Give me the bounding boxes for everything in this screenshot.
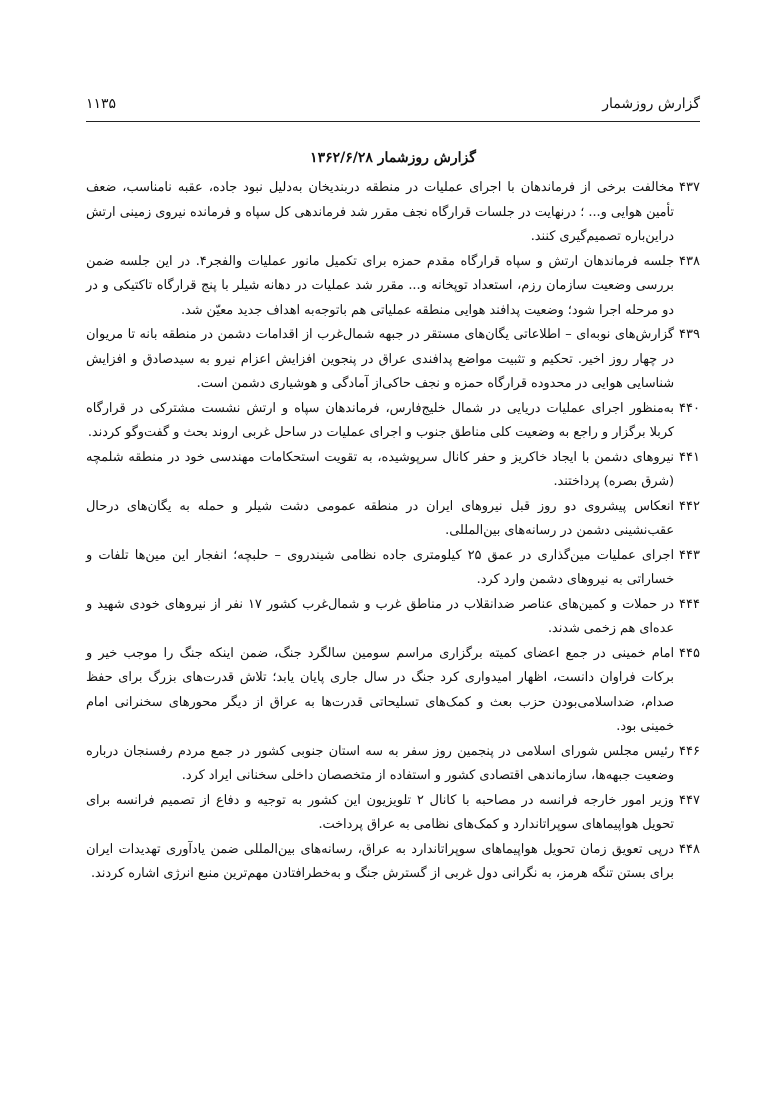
entry-number: ۴۳۹: [679, 327, 700, 342]
entry-number: ۴۴۶: [679, 743, 700, 759]
entry-437: [86, 176, 700, 250]
entry-447: [86, 789, 700, 838]
entry-text: در حملات و کمین‌های عناصر ضدانقلاب در مناطق غرب و شمال‌غرب کشور ۱۷ نفر از نیروهای خودی شهید و عده‌ای هم زخمی شدند.: [86, 596, 675, 636]
entry-text: وزیر امور خارجه فرانسه در مصاحبه با کانال ۲ تلویزیون این کشور به توجیه و دفاع از تصمیم فرانسه برای تحویل هواپیماهای سوپراتاندارد و کمک‌های نظامی به عراق پرداخت.: [86, 792, 674, 832]
entry-text: مخالفت برخی از فرماندهان با اجرای عملیات در منطقه دربندیخان به‌دلیل نبود جاده، عقبه نامناسب، ضعف تأمین هوایی و... ؛ درنهایت در جلسات قرارگاه نجف مقرر شد فرماندهی کل سپاه و فرمانده نیروی زمینی ارتش دراین‌باره تصمیم‌گیری کنند.: [86, 180, 674, 244]
entry-text: جلسه فرماندهان ارتش و سپاه قرارگاه مقدم حمزه برای تکمیل مانور عملیات والفجر۴. در این جلسه ضمن بررسی وضعیت سازمان رزم، استعداد توپخانه و... مقرر شد عملیات در دهانه شیلر با پنج قرارگاه تاکتیکی و در دو مرحله اجرا شود؛ وضعیت پدافند هوایی منطقه عملیاتی هم باتوجه‌به اهداف جدید معیّن شد.: [86, 253, 674, 318]
entry-text: امام خمینی در جمع اعضای کمیته برگزاری مراسم سومین سالگرد جنگ، ضمن اینکه جنگ را موجب خیر و برکات فراوان دانست، اظهار امیدواری کرد جنگ در سال جاری پایان یابد؛ تلاش قدرت‌های بزرگ برای حفظ صدام، ضداسلامی‌بودن حزب بعث و کمک‌های تسلیحاتی قدرت‌ها به عراق از دیگر محورهای سخنرانی امام خمینی بود.: [86, 645, 674, 734]
entry-444: [86, 593, 700, 642]
entry-448: [86, 838, 700, 887]
page-number: ۱۱۳۵: [86, 96, 117, 112]
entry-number: ۴۴۷: [679, 792, 700, 808]
entry-number: ۴۳۸: [679, 253, 700, 269]
entry-440: [86, 397, 700, 446]
running-title: گزارش روزشمار: [602, 96, 700, 112]
document-page: [86, 0, 700, 1110]
page-header: [86, 96, 700, 116]
entry-text: انعکاس پیشروی دو روز قبل نیروهای ایران در منطقه عمومی دشت شیلر و حمله به یگان‌های درحال عقب‌نشینی دشمن در رسانه‌های بین‌المللی.: [86, 498, 674, 538]
entry-441: [86, 446, 700, 495]
entry-442: [86, 495, 700, 544]
entry-text: درپی تعویق زمان تحویل هواپیماهای سوپراتاندارد به عراق، رسانه‌های بین‌المللی ضمن یادآوری تهدیدات ایران برای بستن تنگه هرمز، به نگرانی دول غربی از گسترش جنگ و به‌خطرافتادن مهم‌ترین منبع انرژی اشاره کردند.: [86, 841, 674, 881]
report-title: گزارش روزشمار ۱۳۶۲/۶/۲۸: [310, 150, 476, 166]
entry-text: به‌منظور اجرای عملیات دریایی در شمال خلیج‌فارس، فرماندهان سپاه و ارتش نشست مشترکی در قرارگاه کربلا برگزار و راجع به وضعیت کلی مناطق جنوب و اجرای عملیات در ساحل غربی اروند بحث و گفت‌وگو کردند.: [86, 400, 674, 440]
entry-number: ۴۴۲: [679, 498, 700, 514]
entry-438: [86, 250, 700, 324]
entry-439: [86, 323, 700, 397]
entry-number: ۴۴۰: [679, 400, 700, 416]
entry-number: ۴۴۸: [679, 841, 700, 857]
entry-list: [86, 176, 700, 887]
entry-text: گزارش‌های نوبه‌ای – اطلاعاتی یگان‌های مستقر در جبهه شمال‌غرب از اقدامات دشمن در منطقه بانه تا مریوان در چهار روز اخیر. تحکیم و تثبیت مواضع پدافندی عراق در پنجوین افزایش اعزام نیرو به سیدصادق و افزایش شناسایی هوایی در محدوده قرارگاه حمزه و نجف حاکی‌از آمادگی و هوشیاری دشمن است.: [86, 327, 674, 391]
entry-446: [86, 740, 700, 789]
entry-text: رئیس مجلس شورای اسلامی در پنجمین روز سفر به سه استان جنوبی کشور در جمع مردم رفسنجان درباره وضعیت جبهه‌ها، سازماندهی اقتصادی کشور و استفاده از متخصصان داخلی سخنانی ایراد کرد.: [86, 743, 674, 783]
entry-445: [86, 642, 700, 740]
entry-number: ۴۴۴: [679, 596, 700, 612]
header-rule: [86, 121, 700, 122]
entry-number: ۴۳۷: [679, 180, 700, 195]
entry-text: اجرای عملیات مین‌گذاری در عمق ۲۵ کیلومتری جاده نظامی شیندروی – حلبچه؛ انفجار این مین‌ها تلفات و خساراتی به نیروهای دشمن وارد کرد.: [86, 547, 674, 587]
entry-number: ۴۴۱: [679, 449, 700, 465]
entry-text: نیروهای دشمن با ایجاد خاکریز و حفر کانال سرپوشیده، به تقویت استحکامات مهندسی خود در منطقه شلمچه (شرق بصره) پرداختند.: [86, 449, 674, 489]
entry-number: ۴۴۳: [679, 547, 700, 563]
entry-number: ۴۴۵: [679, 645, 700, 661]
entry-443: [86, 544, 700, 593]
